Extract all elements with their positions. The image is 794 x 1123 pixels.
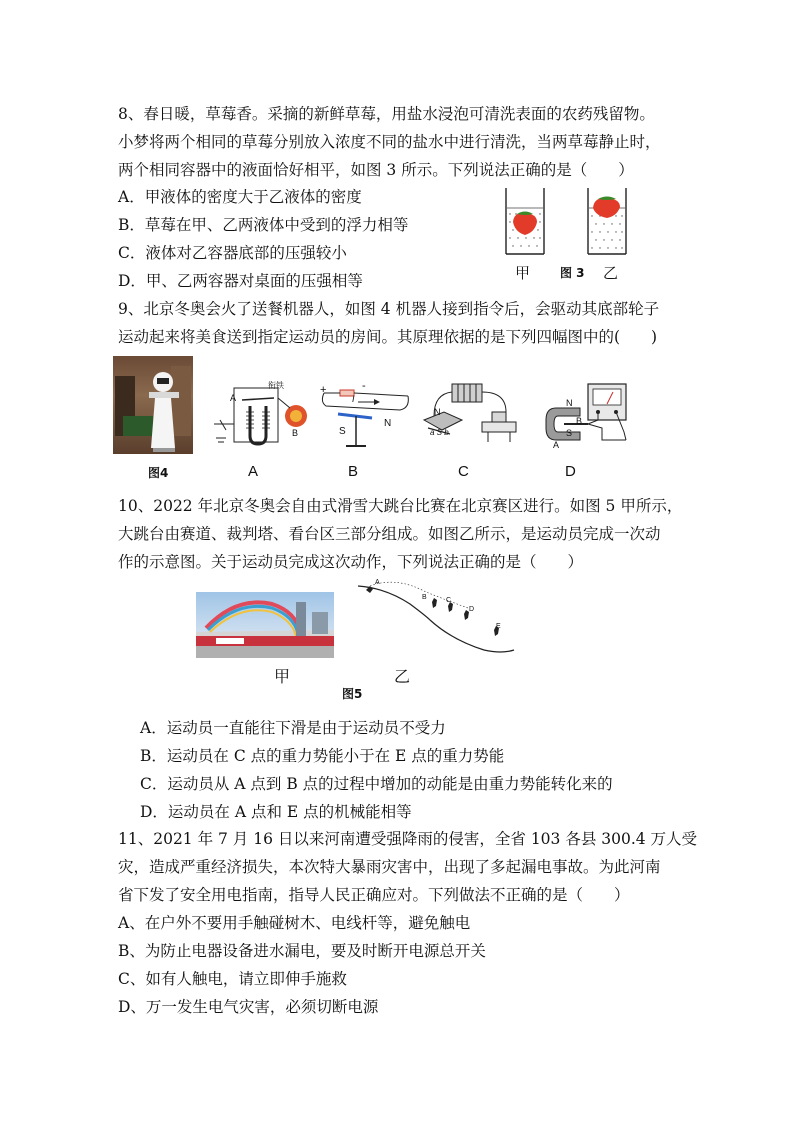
q8-option-d: D．甲、乙两容器对桌面的压强相等 bbox=[118, 272, 363, 290]
q10-option-b: B．运动员在 C 点的重力势能小于在 E 点的重力势能 bbox=[140, 747, 505, 765]
q10-line-2: 大跳台由赛道、裁判塔、看台区三部分组成。如图乙所示，是运动员完成一次动 bbox=[118, 525, 661, 543]
diagram-d-a-label: A bbox=[553, 440, 560, 450]
diagram-b-minus-label: - bbox=[362, 380, 366, 392]
diagram-a-armature-label: 衔铁 bbox=[268, 381, 284, 390]
q8-line-2: 小梦将两个相同的草莓分别放入浓度不同的盐水中进行清洗，当两草莓静止时， bbox=[118, 133, 661, 151]
q9-line-1: 9、北京冬奥会火了送餐机器人，如图 4 机器人接到指令后，会驱动其底部轮子 bbox=[118, 300, 660, 318]
q8-option-c: C．液体对乙容器底部的压强较小 bbox=[118, 244, 347, 262]
q8-option-b: B．草莓在甲、乙两液体中受到的浮力相等 bbox=[118, 216, 409, 234]
q11-option-c: C、如有人触电，请立即伸手施救 bbox=[118, 970, 347, 988]
slope-point-c: C bbox=[446, 597, 452, 604]
q10-line-3: 作的示意图。关于运动员完成这次动作，下列说法正确的是（ ） bbox=[118, 553, 584, 571]
figure-5-caption: 图5 bbox=[342, 687, 363, 701]
figure-5-big-air-photo bbox=[196, 592, 334, 658]
diagram-b-s-label: S bbox=[339, 426, 346, 437]
figure-5-slope-diagram bbox=[356, 578, 518, 660]
slope-point-a: A bbox=[375, 579, 380, 586]
slope-point-e: E bbox=[496, 623, 501, 630]
q8-line-1: 8、春日暖，草莓香。采摘的新鲜草莓，用盐水浸泡可清洗表面的农药残留物。 bbox=[118, 105, 655, 123]
figure-3-label-yi: 乙 bbox=[603, 265, 619, 282]
q10-line-1: 10、2022 年北京冬奥会自由式滑雪大跳台比赛在北京赛区进行。如图 5 甲所示， bbox=[118, 497, 683, 515]
diagram-b-current-label: I bbox=[352, 394, 355, 404]
figure-4-caption: 图4 bbox=[148, 466, 169, 480]
q11-line-2: 灾，造成严重经济损失，本次特大暴雨灾害中，出现了多起漏电事故。为此河南 bbox=[118, 858, 661, 876]
q11-option-b: B、为防止电器设备进水漏电，要及时断开电源总开关 bbox=[118, 942, 486, 960]
figure-4-label-d: D bbox=[565, 463, 576, 480]
figure-4-label-a: A bbox=[248, 463, 259, 480]
q11-line-3: 省下发了安全用电指南，指导人民正确应对。下列做法不正确的是（ ） bbox=[118, 886, 630, 904]
q8-line-3: 两个相同容器中的液面恰好相平，如图 3 所示。下列说法正确的是（ ） bbox=[118, 161, 634, 179]
q11-line-1: 11、2021 年 7 月 16 日以来河南遭受强降雨的侵害，全省 103 各县 300.4 万人受 bbox=[118, 830, 698, 848]
diagram-b-n-label: N bbox=[384, 418, 392, 429]
figure-3-caption: 图 3 bbox=[560, 266, 585, 280]
q10-option-c: C．运动员从 A 点到 B 点的过程中增加的动能是由重力势能转化来的 bbox=[140, 775, 613, 793]
figure-4-robot-photo bbox=[113, 356, 193, 454]
q11-option-a: A、在户外不要用手触碰树木、电线杆等，避免触电 bbox=[118, 914, 471, 932]
figure-4-label-b: B bbox=[348, 463, 359, 480]
q10-option-d: D．运动员在 A 点和 E 点的机械能相等 bbox=[140, 803, 412, 821]
diagram-a-label-a: A bbox=[230, 393, 237, 403]
diagram-c-n-label: N bbox=[434, 407, 441, 417]
figure-4-label-c: C bbox=[458, 463, 469, 480]
diagram-c-ab-label: a S b bbox=[430, 428, 449, 437]
figure-3-label-jia: 甲 bbox=[515, 265, 531, 282]
strawberry-left bbox=[513, 213, 537, 235]
diagram-d-b-label: B bbox=[576, 416, 583, 426]
diagram-d-n-label: N bbox=[566, 398, 573, 408]
strawberry-right bbox=[593, 198, 620, 218]
diagram-a-label-b: B bbox=[292, 428, 299, 438]
diagram-d-s-label: S bbox=[566, 428, 573, 438]
diagram-b-plus-label: + bbox=[320, 384, 327, 396]
figure-4-diagram-a bbox=[212, 382, 314, 454]
q9-line-2: 运动起来将美食送到指定运动员的房间。其原理依据的是下列四幅图中的( ) bbox=[118, 328, 658, 346]
q10-option-a: A．运动员一直能往下滑是由于运动员不受力 bbox=[140, 719, 446, 737]
figure-3-beakers bbox=[500, 186, 640, 258]
figure-5-label-jia: 甲 bbox=[274, 669, 291, 686]
slope-point-d: D bbox=[469, 606, 475, 613]
q11-option-d: D、万一发生电气灾害，必须切断电源 bbox=[118, 998, 379, 1016]
figure-4-diagram-b bbox=[318, 384, 414, 454]
slope-point-b: B bbox=[422, 594, 427, 601]
q8-option-a: A．甲液体的密度大于乙液体的密度 bbox=[118, 188, 362, 206]
figure-5-label-yi: 乙 bbox=[394, 669, 411, 686]
